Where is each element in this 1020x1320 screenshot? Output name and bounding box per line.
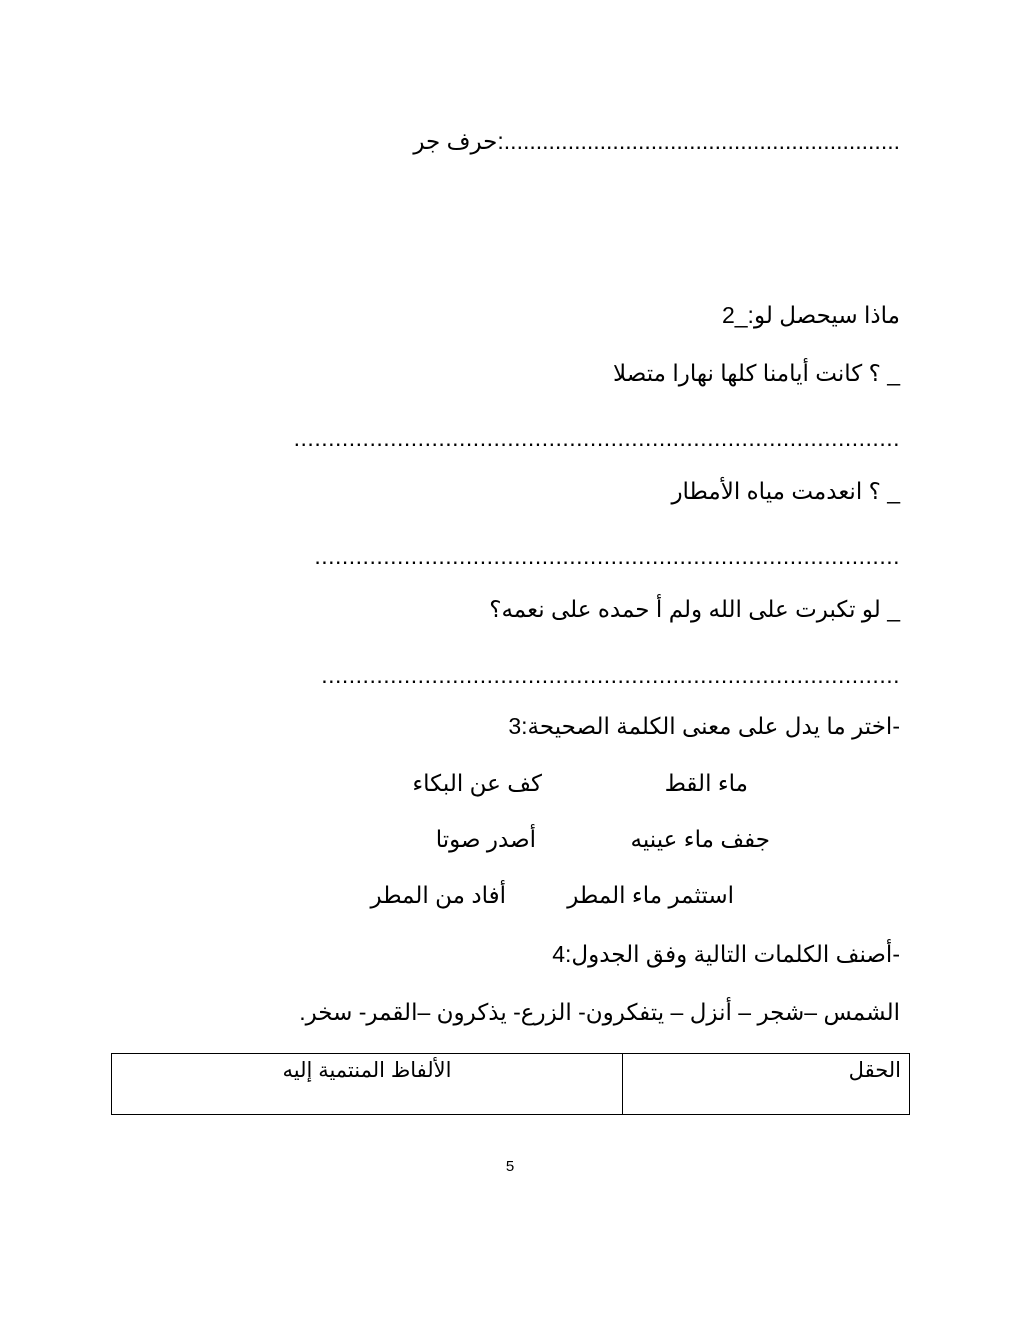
classification-table [111,1053,910,1115]
choice-option: ماء القط [664,770,748,796]
choice-option: استثمر ماء المطر [567,882,734,908]
question-4-title: 4:أصنف الكلمات التالية وفق الجدول- [552,941,900,967]
question-2-item-a: ؟ كانت أيامنا كلها نهارا متصلا _ [613,360,900,386]
choice-option: كف عن البكاء [412,770,542,796]
question-2-item-c: لو تكبرت على الله ولم أ حمده على نعمه؟ _ [489,596,900,622]
field-column-header: الحقل [623,1054,910,1115]
words-column-header: الألفاظ المنتمية إليه [112,1054,623,1115]
answer-line-b: ..................................................................................... [314,543,900,569]
answer-line-a: ........................................................................................ [293,425,900,451]
choice-option: جفف ماء عينيه [630,826,770,852]
choice-option: أفاد من المطر [370,882,506,908]
choice-option: أصدر صوتا [435,826,536,852]
question-2-title: 2_:ماذا سيحصل لو [721,302,900,328]
question-3-title: 3:اختر ما يدل على معنى الكلمة الصحيحة- [508,713,900,739]
page-number: 5 [505,1158,515,1175]
harf-jarr-answer-line: حرف جر:.............................................................. [413,128,900,154]
table-row [112,1054,910,1115]
word-list: .الشمس –شجر – أنزل – يتفكرون- الزرع- يذكرون –القمر- سخر [299,999,900,1025]
question-2-item-b: ؟ انعدمت مياه الأمطار _ [671,478,900,504]
answer-line-c: .................................................................................... [321,662,900,688]
